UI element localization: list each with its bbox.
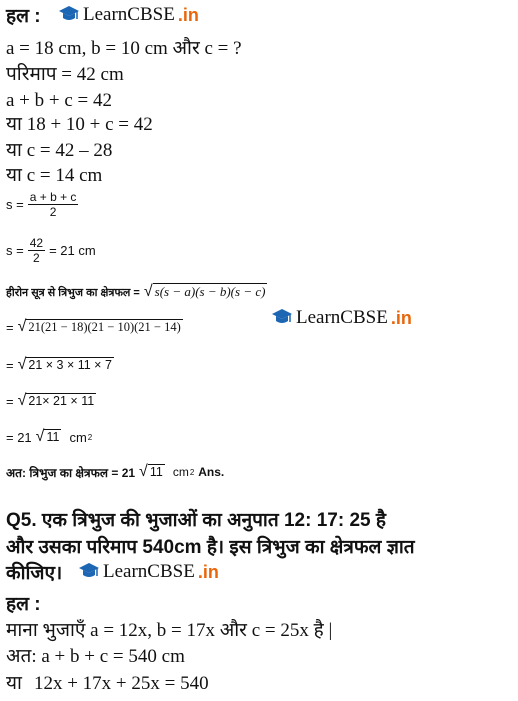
step-line-2: या c = 42 – 28 xyxy=(6,140,113,161)
perimeter-line: परिमाप = 42 cm xyxy=(6,64,124,85)
learncbse-logo[interactable] xyxy=(58,4,199,26)
s2-numerator: 42 xyxy=(29,236,44,250)
learncbse-logo-middle[interactable] xyxy=(271,307,412,329)
calc-radicand-1: 21(21 − 18)(21 − 10)(21 − 14) xyxy=(28,320,181,334)
line4-unit: cm xyxy=(69,429,87,445)
semi-perimeter-value xyxy=(6,236,96,265)
step-line-3: या c = 14 cm xyxy=(6,165,103,186)
logo-brand: LearnCBSE xyxy=(103,561,195,582)
answer-line: अत: त्रिभुज का क्षेत्रफल = 21 √ 11 cm 2 Ans. xyxy=(6,463,225,480)
solution2-line1: माना भुजाएँ a = 12x, b = 17x और c = 25x है | xyxy=(6,620,333,641)
s-label: s = xyxy=(6,197,24,212)
logo-brand: LearnCBSE xyxy=(83,4,175,25)
solution2-line3 xyxy=(6,673,209,695)
calc-radicand-3: 21× 21 × 11 xyxy=(28,394,95,408)
s-denominator: 2 xyxy=(49,205,57,219)
line4-exponent: 2 xyxy=(87,432,93,442)
solution2-line3-eq: 12x + 17x + 25x = 540 xyxy=(33,673,209,694)
calc-radicand-2: 21 × 3 × 11 × 7 xyxy=(28,358,112,372)
heron-expression: s(s − a)(s − b)(s − c) xyxy=(154,284,266,299)
s2-denominator: 2 xyxy=(33,251,40,265)
calc-line-3: = √ 21× 21 × 11 xyxy=(6,392,95,409)
calc-line-1: = √ 21(21 − 18)(21 − 10)(21 − 14) xyxy=(6,318,181,335)
step-line-1: या 18 + 10 + c = 42 xyxy=(6,114,153,135)
answer-unit: cm xyxy=(172,465,189,479)
logo-brand: LearnCBSE xyxy=(296,307,388,328)
answer-tail: Ans. xyxy=(198,465,225,479)
line4-prefix: = 21 xyxy=(6,429,32,445)
answer-exponent: 2 xyxy=(189,467,195,477)
equals-sign: = xyxy=(6,319,14,335)
answer-prefix: अत: त्रिभुज का क्षेत्रफल = 21 xyxy=(6,465,136,480)
solution2-heading: हल : xyxy=(6,594,41,615)
solution-heading: हल : xyxy=(6,6,41,27)
equals-sign: = xyxy=(6,393,14,409)
solution2-line2: अत: a + b + c = 540 cm xyxy=(6,646,185,667)
question5-line1: Q5. एक त्रिभुज की भुजाओं का अनुपात 12: 17: 25 है xyxy=(6,510,386,531)
equals-sign: = xyxy=(6,357,14,373)
logo-tld: .in xyxy=(177,4,199,25)
given-values: a = 18 cm, b = 10 cm और c = ? xyxy=(6,38,242,59)
learncbse-logo-q5[interactable] xyxy=(78,561,219,583)
heron-label: हीरोन सूत्र से त्रिभुज का क्षेत्रफल = xyxy=(6,286,140,299)
s2-label: s = xyxy=(6,243,24,258)
question5-line3: कीजिए। xyxy=(6,563,63,584)
logo-tld: .in xyxy=(197,561,219,582)
semi-perimeter-formula xyxy=(6,190,78,219)
line4-radicand: 11 xyxy=(46,430,60,444)
sum-line: a + b + c = 42 xyxy=(6,90,113,111)
heron-formula-line: हीरोन सूत्र से त्रिभुज का क्षेत्रफल = √ s(s − a)(s − b)(s − c) xyxy=(6,283,266,300)
question5-line2: और उसका परिमाप 540cm है। इस त्रिभुज का क्षेत्रफल ज्ञात xyxy=(6,537,415,558)
s-numerator: a + b + c xyxy=(29,190,77,204)
mortarboard-icon xyxy=(271,308,293,328)
answer-radicand: 11 xyxy=(149,465,163,479)
logo-tld: .in xyxy=(390,307,412,328)
solution2-line3-prefix: या xyxy=(6,673,22,694)
calc-line-4: = 21 √ 11 cm 2 xyxy=(6,428,93,445)
mortarboard-icon xyxy=(78,562,100,582)
s2-result: = 21 cm xyxy=(49,243,96,258)
calc-line-2: = √ 21 × 3 × 11 × 7 xyxy=(6,356,112,373)
mortarboard-icon xyxy=(58,5,80,25)
